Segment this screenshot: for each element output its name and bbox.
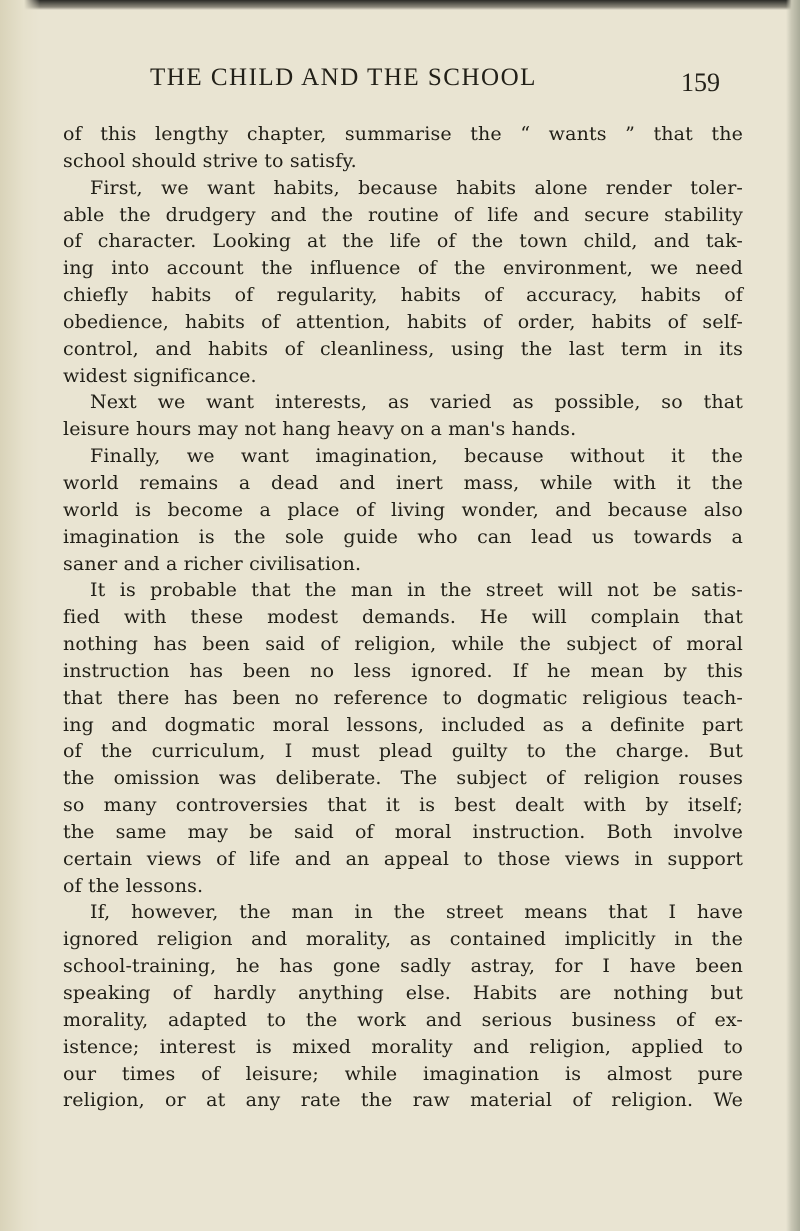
text-line: obedience, habits of attention, habits of order, habits of self- xyxy=(63,310,743,333)
text-line: First, we want habits, because habits alone render toler- xyxy=(90,176,743,199)
text-line: of the curriculum, I must plead guilty to the charge. But xyxy=(63,740,743,763)
page-header xyxy=(150,64,720,104)
page-number: 159 xyxy=(681,68,720,97)
text-line: instruction has been no less ignored. If he mean by this xyxy=(63,659,743,682)
text-line: our times of leisure; while imagination is almost pure xyxy=(63,1062,743,1085)
page-top-edge xyxy=(0,0,800,10)
binding-shadow xyxy=(0,0,40,1231)
text-line: saner and a richer civilisation. xyxy=(63,552,362,575)
text-line: It is probable that the man in the street will not be satis- xyxy=(90,579,743,602)
text-line: world remains a dead and inert mass, while with it the xyxy=(63,471,743,494)
text-line: If, however, the man in the street means that I have xyxy=(90,901,743,924)
text-line: leisure hours may not hang heavy on a man's hands. xyxy=(63,418,577,441)
text-line: the same may be said of moral instruction. Both involve xyxy=(63,820,743,843)
text-line: istence; interest is mixed morality and religion, applied to xyxy=(63,1035,743,1058)
text-line: speaking of hardly anything else. Habits are nothing but xyxy=(63,982,743,1004)
text-line: that there has been no reference to dogmatic religious teach- xyxy=(63,686,743,709)
text-line: ing and dogmatic moral lessons, included as a definite part xyxy=(63,713,743,736)
text-line: able the drudgery and the routine of life and secure stability xyxy=(63,203,743,226)
page-right-edge xyxy=(786,0,800,1231)
text-line: Next we want interests, as varied as possible, so that xyxy=(90,391,743,414)
text-line: of this lengthy chapter, summarise the “ wants ” that the xyxy=(63,123,743,145)
text-line: imagination is the sole guide who can lead us towards a xyxy=(63,525,743,548)
text-line: chiefly habits of regularity, habits of accuracy, habits of xyxy=(63,284,743,307)
running-head: THE CHILD AND THE SCHOOL xyxy=(150,64,537,91)
text-line: control, and habits of cleanliness, using the last term in its xyxy=(63,337,743,360)
text-line: world is become a place of living wonder, and because also xyxy=(63,498,743,521)
text-line: of character. Looking at the life of the town child, and tak- xyxy=(63,230,743,253)
text-line: ignored religion and morality, as contained implicitly in the xyxy=(63,928,743,951)
text-line: of the lessons. xyxy=(63,874,204,897)
text-line: school should strive to satisfy. xyxy=(63,149,357,172)
text-line: religion, or at any rate the raw material of religion. We xyxy=(63,1089,743,1112)
text-line: ing into account the influence of the environment, we need xyxy=(63,257,743,280)
text-line: nothing has been said of religion, while the subject of moral xyxy=(63,633,743,656)
text-line: so many controversies that it is best dealt with by itself; xyxy=(63,794,743,817)
text-line: morality, adapted to the work and serious business of ex- xyxy=(63,1008,743,1031)
text-line: the omission was deliberate. The subject of religion rouses xyxy=(63,767,743,790)
text-line: fied with these modest demands. He will complain that xyxy=(63,606,743,629)
text-line: certain views of life and an appeal to those views in support xyxy=(63,847,743,870)
text-line: Finally, we want imagination, because without it the xyxy=(90,445,743,468)
body-text xyxy=(63,121,743,1114)
text-line: school-training, he has gone sadly astray, for I have been xyxy=(63,955,743,978)
text-line: widest significance. xyxy=(63,364,257,387)
